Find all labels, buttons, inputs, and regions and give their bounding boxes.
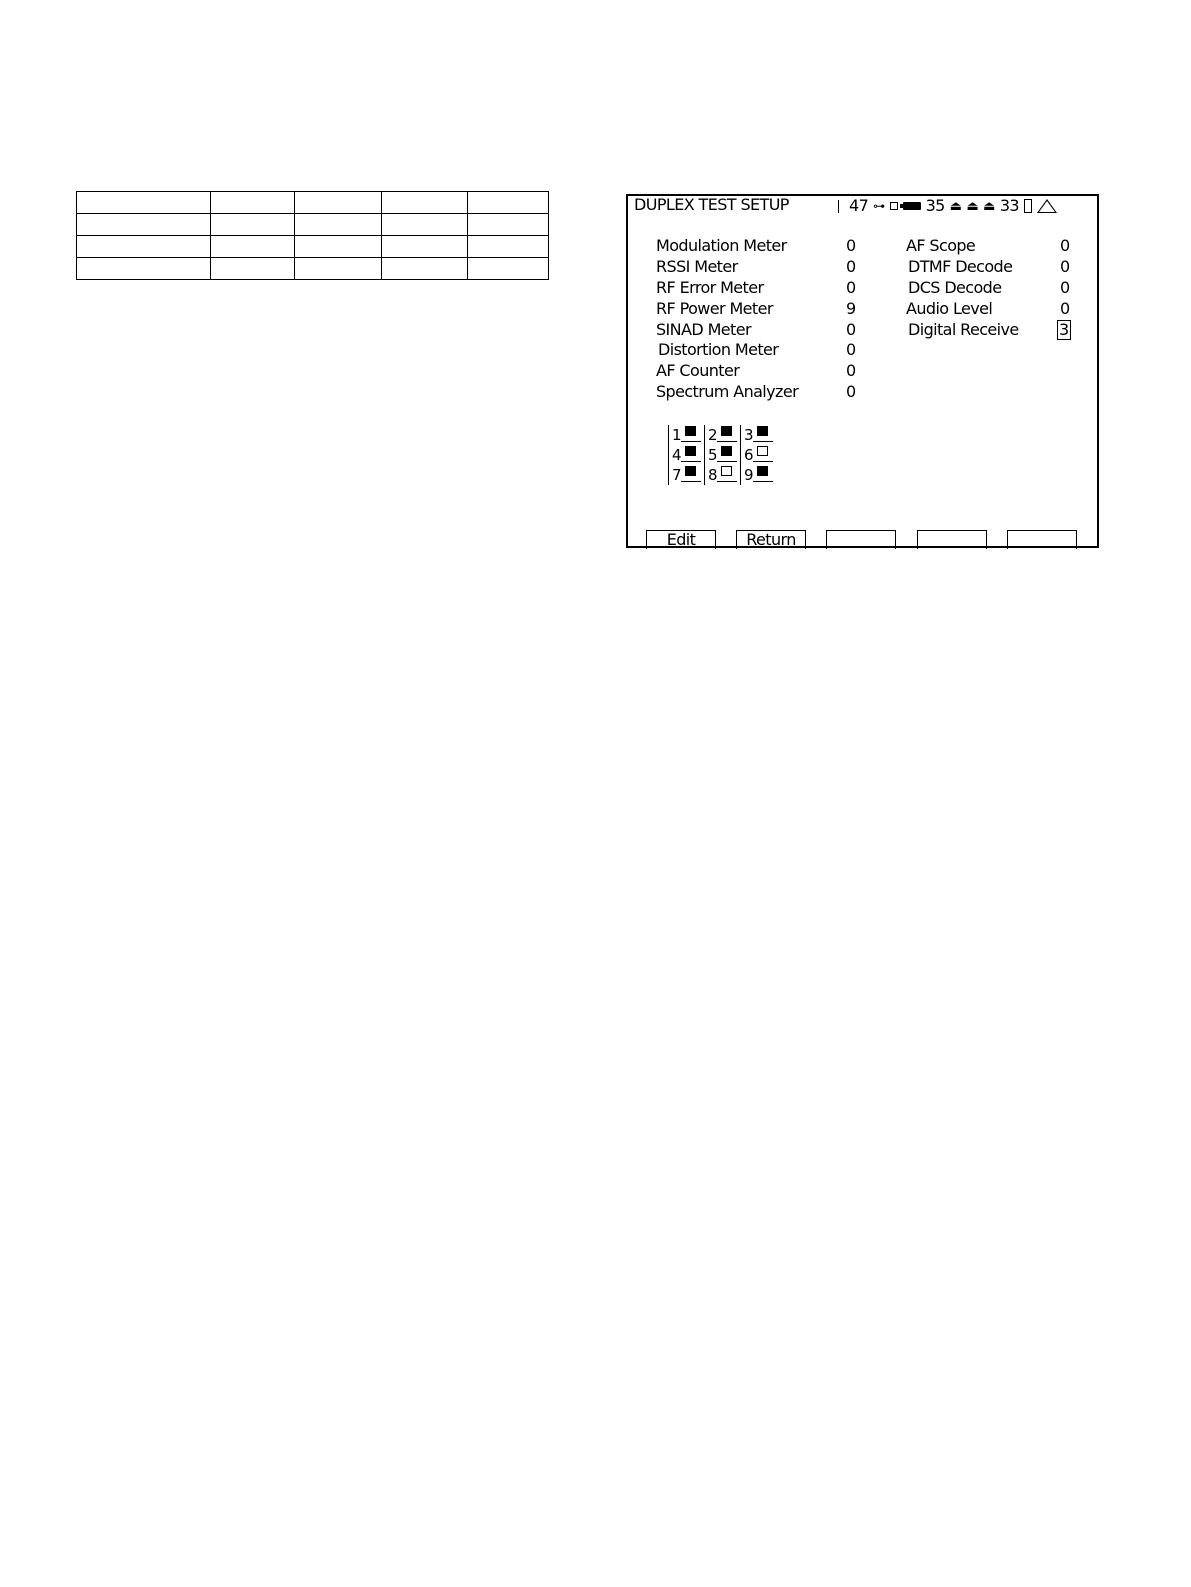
meter-value[interactable]: 0 [846, 361, 856, 380]
table-cell [211, 214, 295, 236]
meter-value[interactable]: 0 [846, 320, 856, 339]
table-cell [211, 192, 295, 214]
blank-table [76, 191, 549, 280]
table-cell [295, 192, 382, 214]
status-value-a: 47 [849, 196, 869, 215]
grid-cell-number: 8 [708, 466, 717, 484]
table-cell [77, 192, 211, 214]
meter-label[interactable]: RF Error Meter [656, 278, 764, 297]
grid-cell-number: 1 [672, 426, 681, 444]
table-cell [468, 258, 549, 280]
square-icon [890, 202, 898, 210]
softkey-4[interactable] [917, 530, 987, 549]
filled-square-icon [685, 466, 696, 476]
table-cell [77, 214, 211, 236]
grid-cell-number: 4 [672, 446, 681, 464]
meter-value-selected[interactable]: 3 [1059, 320, 1069, 339]
grid-cell-number: 9 [744, 466, 753, 484]
table-cell [382, 214, 468, 236]
meter-value[interactable]: 0 [1060, 278, 1070, 297]
return-softkey[interactable]: Return [736, 530, 806, 549]
display-layout-grid [668, 425, 776, 485]
meter-value[interactable]: 0 [846, 382, 856, 401]
meter-label[interactable]: AF Scope [906, 236, 976, 255]
table-row [77, 214, 549, 236]
grid-cell[interactable] [668, 445, 704, 465]
grid-cell-number: 6 [744, 446, 753, 464]
status-value-b: 35 [925, 196, 945, 215]
table-row [77, 236, 549, 258]
warning-triangle-icon [1037, 199, 1057, 213]
meter-label[interactable]: RSSI Meter [656, 257, 738, 276]
softkey-3[interactable] [826, 530, 896, 549]
grid-cell[interactable] [704, 425, 740, 445]
grid-cell-number: 7 [672, 466, 681, 484]
status-bar [838, 197, 1057, 215]
meter-label[interactable]: DCS Decode [908, 278, 1002, 297]
grid-cell-number: 3 [744, 426, 753, 444]
table-cell [382, 192, 468, 214]
table-cell [211, 236, 295, 258]
grid-cell[interactable] [704, 445, 740, 465]
plug-icon: ⊶ [873, 199, 885, 213]
table-cell [382, 236, 468, 258]
meter-label[interactable]: DTMF Decode [908, 257, 1013, 276]
meter-label[interactable]: Distortion Meter [658, 340, 779, 359]
meter-label[interactable]: Audio Level [906, 299, 993, 318]
table-row [77, 258, 549, 280]
table-cell [382, 258, 468, 280]
screen-title: DUPLEX TEST SETUP [634, 195, 789, 214]
battery-icon [903, 202, 921, 210]
filled-square-icon [721, 426, 732, 436]
instrument-screen [626, 194, 1099, 548]
meter-value[interactable]: 0 [1060, 299, 1070, 318]
table-cell [211, 258, 295, 280]
grid-cell-number: 5 [708, 446, 717, 464]
meter-value[interactable]: 0 [846, 340, 856, 359]
grid-cell[interactable] [740, 465, 776, 485]
grid-cell[interactable] [740, 425, 776, 445]
grid-cell[interactable] [668, 465, 704, 485]
filled-square-icon [685, 446, 696, 456]
table-row [77, 192, 549, 214]
grid-cell-number: 2 [708, 426, 717, 444]
edit-softkey[interactable]: Edit [646, 530, 716, 549]
antenna-icon: ⏏ [966, 198, 979, 214]
meter-label[interactable]: RF Power Meter [656, 299, 773, 318]
meter-value[interactable]: 0 [1060, 236, 1070, 255]
rectangle-icon [1024, 199, 1032, 213]
meter-label[interactable]: Digital Receive [908, 320, 1019, 339]
empty-square-icon [757, 446, 768, 456]
filled-square-icon [685, 426, 696, 436]
grid-cell[interactable] [740, 445, 776, 465]
meter-label[interactable]: AF Counter [656, 361, 740, 380]
table-cell [468, 192, 549, 214]
antenna-icon: ⏏ [949, 198, 962, 214]
filled-square-icon [721, 446, 732, 456]
meter-value[interactable]: 0 [846, 257, 856, 276]
empty-square-icon [721, 466, 732, 476]
table-cell [77, 236, 211, 258]
table-cell [77, 258, 211, 280]
antenna-icon: ⏏ [983, 198, 995, 214]
filled-square-icon [757, 426, 768, 436]
meter-value[interactable]: 0 [846, 278, 856, 297]
meter-value[interactable]: 0 [1060, 257, 1070, 276]
grid-cell[interactable] [704, 465, 740, 485]
table-cell [468, 214, 549, 236]
status-value-c: 33 [999, 196, 1019, 215]
filled-square-icon [757, 466, 768, 476]
meter-value[interactable]: 0 [846, 236, 856, 255]
table-cell [295, 258, 382, 280]
table-cell [295, 236, 382, 258]
meter-label[interactable]: SINAD Meter [656, 320, 751, 339]
softkey-5[interactable] [1007, 530, 1077, 549]
table-cell [468, 236, 549, 258]
meter-label[interactable]: Modulation Meter [656, 236, 787, 255]
meter-value[interactable]: 9 [846, 299, 856, 318]
meter-label[interactable]: Spectrum Analyzer [656, 382, 799, 401]
table-cell [295, 214, 382, 236]
signal-bar-icon [838, 200, 839, 213]
grid-cell[interactable] [668, 425, 704, 445]
